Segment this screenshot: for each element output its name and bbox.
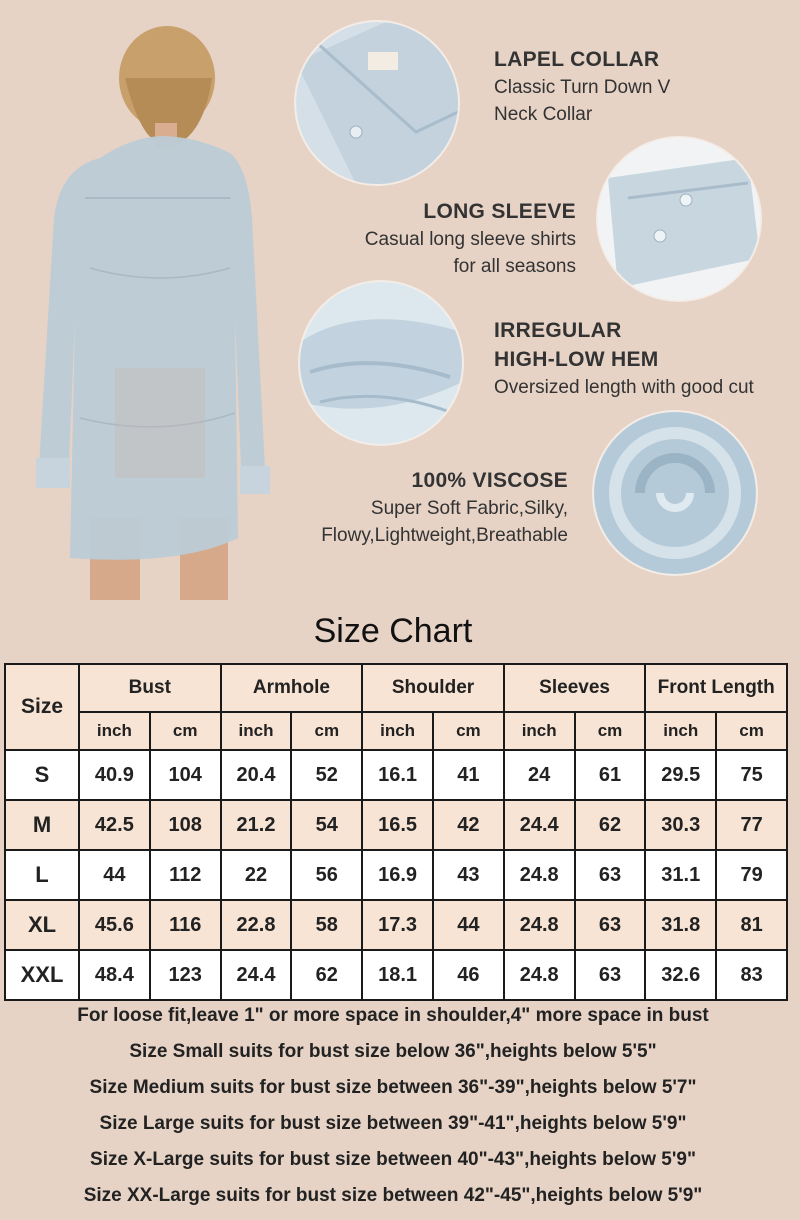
size-cell: XXL <box>5 950 79 1000</box>
feature-title: HIGH-LOW HEM <box>494 348 659 371</box>
measurement-cell: 20.4 <box>221 750 292 800</box>
table-row <box>5 750 787 800</box>
measurement-cell: 45.6 <box>79 900 150 950</box>
size-cell: XL <box>5 900 79 950</box>
measurement-cell: 75 <box>716 750 787 800</box>
measurement-cell: 112 <box>150 850 221 900</box>
measurement-cell: 108 <box>150 800 221 850</box>
measurement-cell: 48.4 <box>79 950 150 1000</box>
measurement-cell: 31.8 <box>645 900 716 950</box>
measurement-cell: 77 <box>716 800 787 850</box>
measurement-cell: 24.8 <box>504 900 575 950</box>
measurement-cell: 16.5 <box>362 800 433 850</box>
measurement-cell: 104 <box>150 750 221 800</box>
size-notes <box>0 1002 786 1218</box>
measurement-cell: 62 <box>575 800 646 850</box>
measurement-cell: 44 <box>433 900 504 950</box>
table-row <box>5 950 787 1000</box>
measurement-cell: 63 <box>575 900 646 950</box>
note-line: Size XX-Large suits for bust size between 42"-45",heights below 5'9" <box>83 1185 703 1206</box>
measurement-cell: 46 <box>433 950 504 1000</box>
unit-header: cm <box>575 712 646 750</box>
feature-description: Casual long sleeve shirts <box>364 229 576 250</box>
feature-title: LAPEL COLLAR <box>494 48 660 71</box>
measurement-cell: 52 <box>291 750 362 800</box>
measurement-cell: 16.9 <box>362 850 433 900</box>
size-cell: S <box>5 750 79 800</box>
unit-header: cm <box>291 712 362 750</box>
feature-description: for all seasons <box>453 256 576 277</box>
feature-lapel-collar <box>494 45 670 128</box>
feature-title: IRREGULAR <box>494 319 622 342</box>
unit-header: cm <box>150 712 221 750</box>
unit-header: inch <box>645 712 716 750</box>
measurement-cell: 24.4 <box>504 800 575 850</box>
measurement-cell: 83 <box>716 950 787 1000</box>
sleeve-detail-image <box>598 138 760 300</box>
group-header-shoulder: Shoulder <box>362 664 504 712</box>
measurement-cell: 31.1 <box>645 850 716 900</box>
measurement-cell: 22.8 <box>221 900 292 950</box>
group-header-armhole: Armhole <box>221 664 363 712</box>
group-header-front-length: Front Length <box>645 664 787 712</box>
note-line: Size Small suits for bust size below 36",heights below 5'5" <box>129 1041 657 1062</box>
table-row <box>5 800 787 850</box>
measurement-cell: 21.2 <box>221 800 292 850</box>
note-line: Size Large suits for bust size between 39"-41",heights below 5'9" <box>99 1113 687 1134</box>
collar-detail-image <box>296 22 458 184</box>
measurement-cell: 40.9 <box>79 750 150 800</box>
feature-long-sleeve <box>365 197 576 280</box>
measurement-cell: 123 <box>150 950 221 1000</box>
feature-viscose <box>321 466 568 549</box>
measurement-cell: 32.6 <box>645 950 716 1000</box>
measurement-cell: 42 <box>433 800 504 850</box>
unit-header: cm <box>433 712 504 750</box>
feature-description: Oversized length with good cut <box>494 377 754 398</box>
measurement-cell: 81 <box>716 900 787 950</box>
size-cell: M <box>5 800 79 850</box>
table-row <box>5 900 787 950</box>
measurement-cell: 42.5 <box>79 800 150 850</box>
note-line: Size X-Large suits for bust size between 40"-43",heights below 5'9" <box>90 1149 696 1170</box>
measurement-cell: 79 <box>716 850 787 900</box>
feature-description: Flowy,Lightweight,Breathable <box>321 525 568 546</box>
measurement-cell: 18.1 <box>362 950 433 1000</box>
feature-description: Classic Turn Down V <box>494 77 671 98</box>
measurement-cell: 30.3 <box>645 800 716 850</box>
measurement-cell: 17.3 <box>362 900 433 950</box>
hem-detail-image <box>300 282 462 444</box>
unit-header: inch <box>362 712 433 750</box>
measurement-cell: 63 <box>575 850 646 900</box>
size-chart-body <box>5 750 787 1000</box>
feature-title: LONG SLEEVE <box>423 200 576 223</box>
measurement-cell: 56 <box>291 850 362 900</box>
measurement-cell: 63 <box>575 950 646 1000</box>
measurement-cell: 54 <box>291 800 362 850</box>
size-cell: L <box>5 850 79 900</box>
measurement-cell: 43 <box>433 850 504 900</box>
measurement-cell: 22 <box>221 850 292 900</box>
group-header-bust: Bust <box>79 664 221 712</box>
model-photo <box>30 18 275 600</box>
table-row <box>5 850 787 900</box>
measurement-cell: 44 <box>79 850 150 900</box>
measurement-cell: 41 <box>433 750 504 800</box>
note-line: Size Medium suits for bust size between 36"-39",heights below 5'7" <box>89 1077 697 1098</box>
note-line: For loose fit,leave 1" or more space in shoulder,4" more space in bust <box>77 1005 709 1026</box>
unit-header: cm <box>716 712 787 750</box>
measurement-cell: 24 <box>504 750 575 800</box>
size-column-header: Size <box>5 664 79 750</box>
feature-description: Super Soft Fabric,Silky, <box>370 498 568 519</box>
group-header-sleeves: Sleeves <box>504 664 646 712</box>
measurement-cell: 24.4 <box>221 950 292 1000</box>
measurement-cell: 61 <box>575 750 646 800</box>
measurement-cell: 62 <box>291 950 362 1000</box>
measurement-cell: 116 <box>150 900 221 950</box>
size-chart-table <box>4 663 788 1001</box>
unit-header: inch <box>221 712 292 750</box>
feature-irregular-hem <box>494 316 754 401</box>
size-chart-title: Size Chart <box>313 612 473 650</box>
fabric-detail-image <box>594 412 756 574</box>
measurement-cell: 58 <box>291 900 362 950</box>
feature-title: 100% VISCOSE <box>411 469 568 492</box>
measurement-cell: 16.1 <box>362 750 433 800</box>
feature-description: Neck Collar <box>494 104 593 125</box>
measurement-cell: 29.5 <box>645 750 716 800</box>
measurement-cell: 24.8 <box>504 950 575 1000</box>
measurement-cell: 24.8 <box>504 850 575 900</box>
unit-header: inch <box>79 712 150 750</box>
unit-header: inch <box>504 712 575 750</box>
